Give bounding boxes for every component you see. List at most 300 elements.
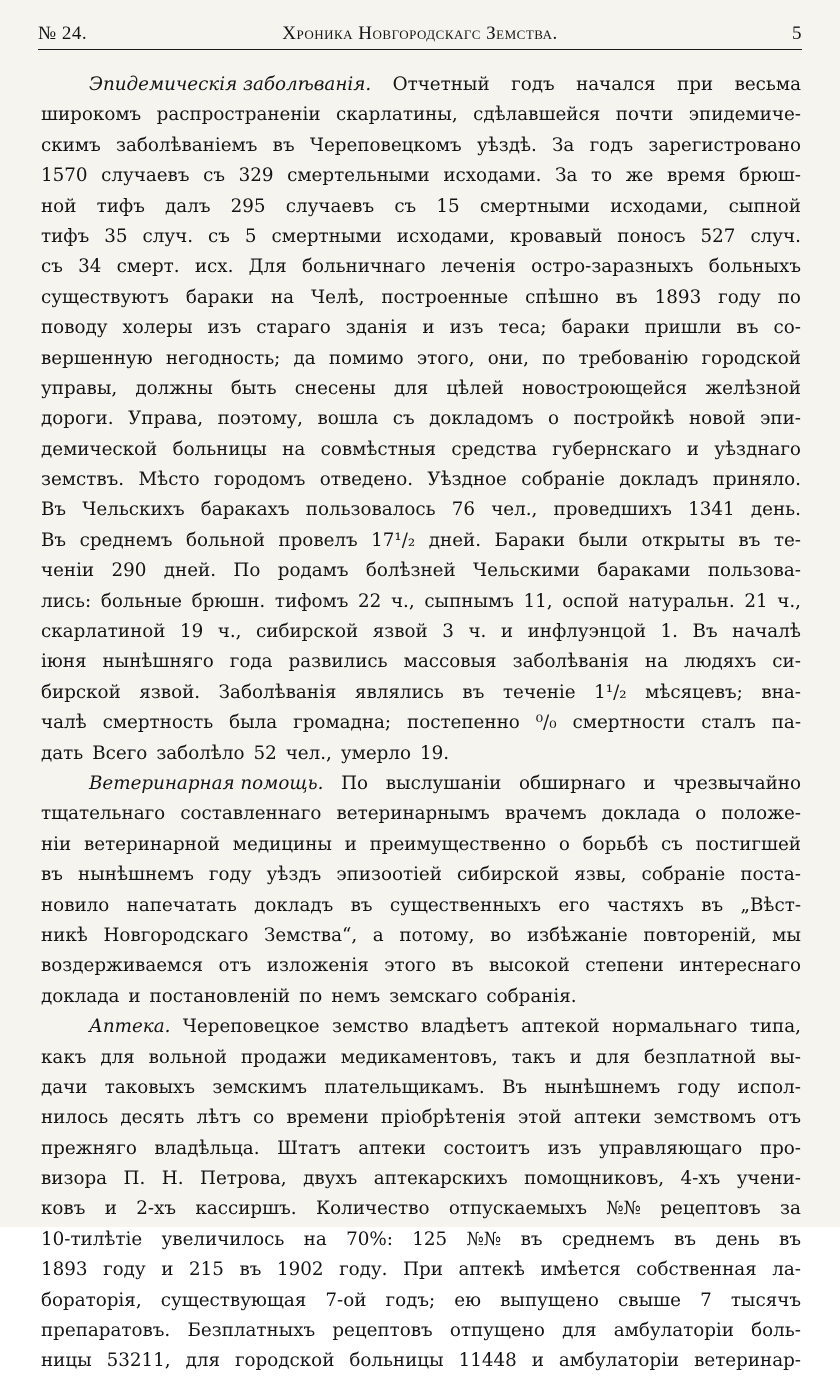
word: спѣшно	[525, 286, 599, 308]
header-rule	[38, 49, 802, 50]
word: 2-хъ	[136, 1198, 177, 1220]
text-line	[41, 526, 801, 556]
word: въ	[272, 134, 295, 156]
word: лись:	[41, 590, 92, 612]
text-line	[41, 313, 801, 343]
word: проведшихъ	[553, 499, 672, 521]
word: 7-ой	[325, 1289, 367, 1311]
word: Чельскими	[473, 560, 580, 582]
text-line	[41, 1164, 801, 1194]
text-line	[41, 951, 801, 981]
word: Всего	[92, 742, 148, 764]
word: больницы	[349, 1350, 444, 1372]
word: По	[341, 772, 369, 794]
word: родамъ	[277, 560, 349, 582]
word: являлись	[354, 681, 444, 703]
word: исходами,	[610, 195, 709, 217]
word: въ	[462, 681, 485, 703]
word: умерло	[340, 742, 411, 764]
word: собраніе	[641, 864, 726, 886]
word: выпущено	[500, 1289, 599, 1311]
word: іюня	[41, 651, 87, 673]
text-line	[41, 252, 801, 282]
word: съ	[392, 408, 415, 430]
word: они,	[487, 347, 529, 369]
text-line	[41, 100, 801, 130]
word: отведено.	[319, 469, 414, 491]
word: и	[531, 1350, 544, 1372]
word: испол-	[737, 1076, 801, 1098]
text-line	[41, 222, 801, 252]
word: существующая	[160, 1289, 307, 1311]
word: эпизоотіей	[336, 864, 442, 886]
word: Въ	[41, 529, 67, 551]
word: докладомъ	[429, 408, 534, 430]
word: новостроющейся	[521, 377, 688, 399]
text-line	[41, 830, 801, 860]
word: №№	[466, 1228, 502, 1250]
word: въ	[674, 1228, 697, 1250]
word: для	[562, 1320, 597, 1342]
word: заболѣло	[156, 742, 245, 764]
word: Челѣ,	[311, 286, 365, 308]
word: докладъ	[254, 894, 334, 916]
word: на	[644, 651, 668, 673]
word: заболѣванія	[512, 651, 629, 673]
word: скарлатины,	[336, 104, 458, 126]
word: вошла	[317, 408, 379, 430]
word: нынѣшнемъ	[544, 1076, 661, 1098]
word: Уѣздное	[427, 469, 507, 491]
word: холеры	[122, 317, 193, 339]
word: годъ;	[385, 1289, 436, 1311]
word: и	[104, 1198, 117, 1220]
text-line	[41, 404, 801, 434]
word: для	[185, 1350, 220, 1372]
word: заболѣваніемъ	[115, 134, 258, 156]
text-line	[41, 465, 801, 495]
word: отъ	[768, 1107, 801, 1129]
word: какъ	[41, 1046, 87, 1068]
word: а	[372, 924, 384, 946]
word: и	[422, 317, 435, 339]
word: бораторія,	[41, 1289, 142, 1311]
word: скарлатиной	[41, 621, 166, 643]
word: вы-	[769, 1046, 801, 1068]
word: смертельными	[287, 165, 430, 187]
word: сибирской	[256, 621, 359, 643]
word: баракахъ	[200, 499, 290, 521]
word: 21	[744, 590, 768, 612]
word: 329	[238, 165, 274, 187]
word: городской	[701, 347, 801, 369]
word: то	[590, 165, 613, 187]
word: постройкѣ	[573, 408, 675, 430]
word: теса;	[498, 317, 547, 339]
word: вершенную	[41, 347, 153, 369]
word: и	[686, 438, 699, 460]
word: совмѣстныя	[320, 438, 436, 460]
word: дороги.	[41, 408, 114, 430]
word: поэтому,	[217, 408, 303, 430]
word: 527	[700, 225, 736, 247]
word: вна-	[761, 681, 801, 703]
word: двухъ	[303, 1168, 358, 1190]
word: таковыхъ	[104, 1076, 195, 1098]
word: 1.	[660, 621, 678, 643]
word: смертными	[479, 195, 591, 217]
text-line	[41, 982, 801, 1012]
word: и	[569, 1046, 582, 1068]
word: 11448	[458, 1350, 517, 1372]
word: ч.,	[390, 590, 415, 612]
word: 1570	[41, 165, 88, 187]
word: отъ	[218, 955, 252, 977]
text-line	[41, 891, 801, 921]
word: 34	[78, 256, 102, 278]
word: амбулаторіи	[558, 1350, 680, 1372]
word: негодность;	[165, 347, 281, 369]
text-line	[41, 799, 801, 829]
word: никѣ	[41, 924, 88, 946]
word: тщательнаго	[41, 803, 166, 825]
text-line	[41, 1194, 801, 1224]
word: со	[253, 1107, 275, 1129]
word: Въ	[502, 1076, 528, 1098]
word: имѣется	[540, 1259, 621, 1281]
word: тифъ	[96, 195, 145, 217]
word: годъ	[511, 74, 555, 95]
word: оспой	[562, 590, 619, 612]
word: 11,	[523, 590, 553, 612]
word: состоитъ	[443, 1137, 531, 1159]
word: изъ	[547, 1137, 582, 1159]
word: ковъ	[41, 1198, 86, 1220]
word: въ	[350, 894, 373, 916]
section-heading: Аптека.	[89, 1016, 171, 1038]
text-line	[41, 556, 801, 586]
word: году	[103, 1259, 146, 1281]
word: ч.,	[777, 590, 801, 612]
word: кровавый	[509, 225, 603, 247]
word: 19	[179, 621, 204, 643]
word: желѣзной	[705, 377, 801, 399]
word: о	[548, 408, 560, 430]
word: въ	[736, 317, 759, 339]
word: земство	[331, 1016, 409, 1038]
word: массовыя	[403, 651, 497, 673]
word: язвой.	[139, 681, 201, 703]
text-line	[41, 1073, 801, 1103]
word: пользова-	[707, 560, 801, 582]
section-heading: Ветеринарная помощь.	[89, 772, 324, 794]
word: интереснаго	[679, 955, 801, 977]
word: 70%:	[346, 1228, 393, 1250]
word: да	[293, 347, 316, 369]
word: распространеніи	[156, 104, 321, 126]
word: для	[393, 377, 429, 399]
word: борьбѣ	[582, 833, 649, 855]
text-line	[41, 435, 801, 465]
word: существуютъ	[41, 286, 169, 308]
word: безплатной	[644, 1046, 757, 1068]
word: больныхъ	[708, 256, 801, 278]
word: построенные	[381, 286, 509, 308]
word: на	[282, 438, 306, 460]
word: 1893	[41, 1259, 88, 1281]
word: день	[715, 1228, 760, 1250]
word: уѣздѣ.	[476, 134, 537, 156]
word: дать	[41, 742, 84, 764]
word: время	[666, 165, 726, 187]
word: бараки	[185, 286, 254, 308]
text-line	[41, 1225, 801, 1255]
text-line	[41, 495, 801, 525]
word: день.	[750, 499, 801, 521]
word: 7	[700, 1289, 712, 1311]
word: аптекарскихъ	[373, 1168, 508, 1190]
word: широкомъ	[41, 104, 142, 126]
word: въ	[701, 894, 724, 916]
word: развились	[288, 651, 388, 673]
word: съ	[208, 225, 230, 247]
word: земствомъ	[653, 1107, 757, 1129]
word: годъ	[589, 134, 634, 156]
page-number: 5	[792, 23, 802, 44]
journal-title: Хроника Новгородскагс Земства.	[282, 23, 558, 44]
text-line	[41, 587, 801, 617]
word: чрезвычайно	[673, 772, 801, 794]
word: дачи	[41, 1076, 88, 1098]
word: исх.	[194, 256, 234, 278]
word: Череповецкомъ	[309, 134, 462, 156]
word: ею	[454, 1289, 482, 1311]
word: постепенно	[407, 712, 520, 734]
word: за	[780, 1198, 801, 1220]
word: о	[695, 803, 707, 825]
word: При	[403, 1259, 443, 1281]
word: людяхъ	[684, 651, 757, 673]
word: 1893	[654, 286, 702, 308]
word: новой	[688, 408, 746, 430]
word: плательщикамъ.	[324, 1076, 485, 1098]
word: цѣлей	[446, 377, 504, 399]
word: брюш-	[739, 165, 801, 187]
word: году	[208, 864, 252, 886]
word: те-	[773, 529, 801, 551]
word: стараго	[256, 317, 331, 339]
word: на	[270, 286, 295, 308]
word: леченія	[440, 256, 516, 278]
word: эпидемиче-	[688, 104, 801, 126]
word: со-	[773, 317, 801, 339]
word: сдѣлавшейся	[473, 104, 601, 126]
word: Штатъ	[277, 1137, 341, 1159]
word: въ	[41, 864, 63, 886]
word: тифомъ	[274, 590, 349, 612]
word: Новгородскаго	[103, 924, 249, 946]
word: постигшей	[695, 833, 801, 855]
section-heading: Эпидемическія заболѣванія.	[89, 74, 372, 95]
word: Бараки	[494, 529, 566, 551]
word: отпущено	[449, 1320, 545, 1342]
word: По	[233, 560, 261, 582]
word: 215	[189, 1259, 224, 1281]
text-line	[41, 1043, 801, 1073]
word: городской	[234, 1350, 335, 1372]
word: въ	[520, 1228, 543, 1250]
word: №№	[606, 1198, 641, 1220]
word: 76	[451, 499, 475, 521]
word: въ	[451, 955, 474, 977]
word: съ	[41, 256, 63, 278]
word: натуральн.	[628, 590, 735, 612]
word: повтореній,	[643, 924, 757, 946]
word: скимъ	[41, 134, 101, 156]
word: ченіи	[41, 560, 95, 582]
word: докладъ	[619, 469, 699, 491]
word: для	[595, 1046, 631, 1068]
word: ницы	[41, 1350, 92, 1372]
text-line	[41, 860, 801, 890]
word: 4-хъ	[680, 1168, 721, 1190]
word: почти	[615, 104, 674, 126]
word: больничнаго	[301, 256, 426, 278]
word: теченіе	[502, 681, 576, 703]
word: рецептовъ	[660, 1198, 761, 1220]
text-line	[41, 678, 801, 708]
word: чел.,	[491, 499, 538, 521]
word: изъ	[207, 317, 242, 339]
word: препаратовъ.	[41, 1320, 171, 1342]
word: больной	[185, 529, 265, 551]
word: поносъ	[617, 225, 686, 247]
word: для	[100, 1046, 135, 1068]
issue-number: № 24.	[38, 23, 88, 44]
word: амбулаторіи	[613, 1320, 734, 1342]
word: рецептовъ	[332, 1320, 433, 1342]
word: преимущественно	[369, 833, 547, 855]
word: собственная	[636, 1259, 757, 1281]
word: немъ	[331, 985, 381, 1007]
word: ветеринарнымъ	[336, 803, 490, 825]
word: свыше	[618, 1289, 681, 1311]
word: положе-	[721, 803, 801, 825]
word: по	[299, 985, 323, 1007]
word: 290	[111, 560, 147, 582]
word: при	[677, 74, 714, 95]
text-line	[41, 1134, 801, 1164]
word: тысячъ	[730, 1289, 801, 1311]
word: земствъ.	[41, 469, 125, 491]
word: управляющаго	[598, 1137, 743, 1159]
text-line	[41, 769, 801, 799]
word: аптеки	[358, 1137, 426, 1159]
word: и	[344, 833, 357, 855]
word: За	[552, 134, 575, 156]
word: 19.	[419, 742, 450, 764]
word: Въ	[692, 621, 718, 643]
word: этой	[518, 1107, 562, 1129]
word: ніи	[41, 833, 72, 855]
word: изъ	[449, 317, 484, 339]
text-line	[41, 1316, 801, 1346]
word: времени	[286, 1107, 369, 1129]
word: городомъ	[213, 469, 306, 491]
word: такъ	[511, 1046, 556, 1068]
word: приняло.	[712, 469, 801, 491]
word: нормальнаго	[612, 1016, 738, 1038]
word: Петрова,	[200, 1168, 287, 1190]
text-line	[41, 131, 801, 161]
word: въ	[615, 286, 638, 308]
text-line	[41, 708, 801, 738]
word: на	[303, 1228, 327, 1250]
word: „Вѣст-	[740, 894, 801, 916]
word: типа,	[749, 1016, 801, 1038]
word: Н.	[161, 1168, 184, 1190]
text-line	[41, 283, 801, 313]
word: 1902	[276, 1259, 324, 1281]
word: дней.	[428, 529, 482, 551]
word: началѣ	[732, 621, 801, 643]
word: Отчетный	[392, 74, 490, 95]
word: 35	[104, 225, 128, 247]
word: ветеринар-	[694, 1350, 801, 1372]
word: сталъ	[701, 712, 756, 734]
word: снесены	[294, 377, 376, 399]
word: собраніе	[521, 469, 605, 491]
word: бараками	[597, 560, 691, 582]
word: доклада	[41, 985, 120, 1007]
word: съ	[203, 165, 225, 187]
word: тифъ	[41, 225, 90, 247]
word: избѣжаніе	[527, 924, 628, 946]
word: случаевъ	[285, 195, 375, 217]
word: года	[229, 651, 273, 673]
text-line	[41, 617, 801, 647]
word: воздерживаемся	[41, 955, 204, 977]
text-line	[41, 1346, 801, 1376]
word: 1341	[688, 499, 735, 521]
word: 15	[436, 195, 460, 217]
word: 3	[442, 621, 454, 643]
word: въ	[738, 529, 761, 551]
word: отпускаемыхъ	[448, 1198, 587, 1220]
word: увеличилось	[161, 1228, 285, 1250]
word: сыпнымъ	[424, 590, 514, 612]
body-text	[41, 70, 801, 1377]
word: изложенія	[266, 955, 369, 977]
word: исходами.	[443, 165, 542, 187]
word: медикаментовъ,	[340, 1046, 498, 1068]
word: 52	[253, 742, 277, 764]
word: и	[128, 985, 141, 1007]
word: Безплатныхъ	[187, 1320, 316, 1342]
running-header	[38, 20, 802, 48]
word: случаевъ	[101, 165, 190, 187]
word: нилось	[41, 1107, 109, 1129]
word: смертными	[271, 225, 382, 247]
text-line	[41, 921, 801, 951]
word: язвой	[372, 621, 428, 643]
word: аптеки	[573, 1107, 642, 1129]
word: 17¹/₂	[371, 529, 416, 551]
word: 22	[358, 590, 382, 612]
word: обширнаго	[519, 772, 626, 794]
word: и	[643, 772, 656, 794]
word: земскимъ	[212, 1076, 308, 1098]
